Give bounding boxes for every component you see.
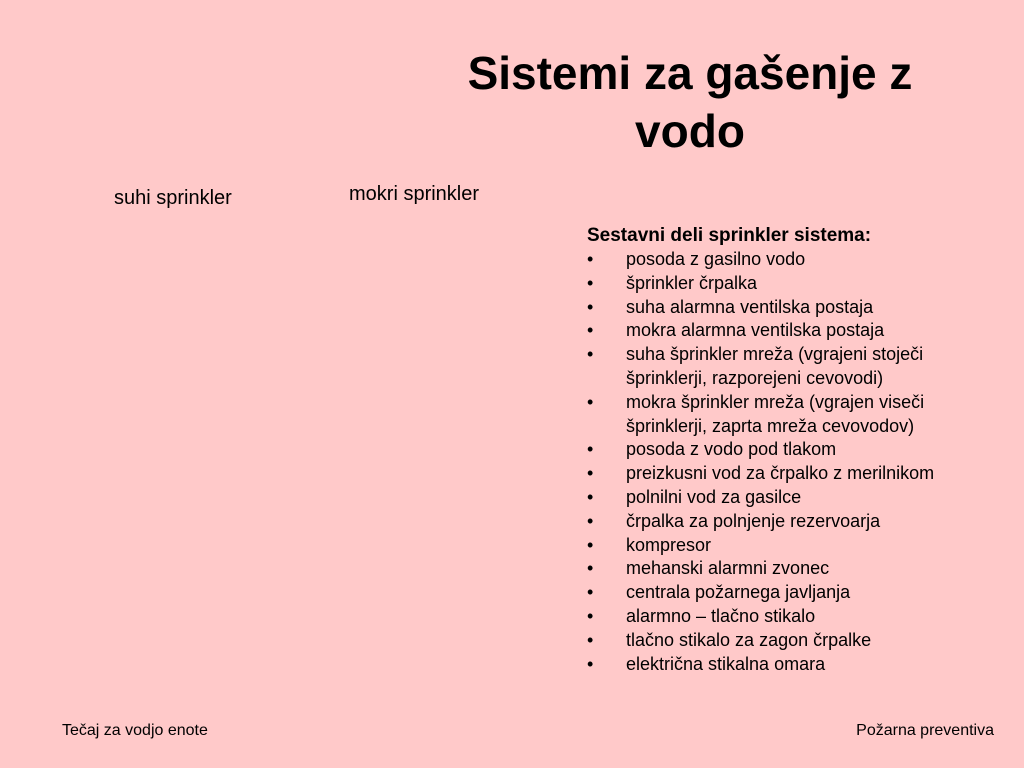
list-item-text: električna stikalna omara xyxy=(626,653,826,674)
list-item-text: centrala požarnega javljanja xyxy=(626,582,851,603)
list-item-text: polnilni vod za gasilce xyxy=(626,486,802,507)
list-item xyxy=(587,557,1007,581)
bullet-icon: • xyxy=(587,439,594,460)
components-heading: Sestavni deli sprinkler sistema: xyxy=(587,225,872,246)
bullet-icon: • xyxy=(587,320,594,341)
caption-dry-sprinkler: suhi sprinkler xyxy=(114,187,232,209)
bullet-icon: • xyxy=(587,344,594,365)
list-item-text: šprinkler črpalka xyxy=(626,272,758,293)
list-item xyxy=(587,462,1007,486)
components-panel xyxy=(587,224,1007,676)
list-item-text: tlačno stikalo za zagon črpalke xyxy=(626,629,872,650)
list-item-text: preizkusni vod za črpalko z merilnikom xyxy=(626,463,935,484)
bullet-icon: • xyxy=(587,463,594,484)
list-item xyxy=(587,438,1007,462)
footer-topic: Požarna preventiva xyxy=(856,722,994,739)
components-list xyxy=(587,248,1007,676)
list-item xyxy=(587,272,1007,296)
list-item xyxy=(587,510,1007,534)
list-item-text: posoda z gasilno vodo xyxy=(626,249,806,269)
list-item-text: kompresor xyxy=(626,534,712,555)
bullet-icon: • xyxy=(587,510,594,531)
list-item xyxy=(587,534,1007,558)
list-item-text: posoda z vodo pod tlakom xyxy=(626,439,837,460)
list-item xyxy=(587,605,1007,629)
list-item xyxy=(587,248,1007,272)
list-item xyxy=(587,391,1007,439)
caption-wet-sprinkler: mokri sprinkler xyxy=(349,183,480,205)
list-item-text: alarmno – tlačno stikalo xyxy=(626,605,816,626)
bullet-icon: • xyxy=(587,391,594,412)
bullet-icon: • xyxy=(587,605,594,626)
list-item xyxy=(587,629,1007,653)
list-item xyxy=(587,486,1007,510)
bullet-icon: • xyxy=(587,249,594,269)
list-item-text: črpalka za polnjenje rezervoarja xyxy=(626,510,881,531)
list-item xyxy=(587,343,1007,391)
bullet-icon: • xyxy=(587,272,594,293)
footer-course-name: Tečaj za vodjo enote xyxy=(62,722,208,739)
bullet-icon: • xyxy=(587,534,594,555)
bullet-icon: • xyxy=(587,629,594,650)
list-item-text: suha šprinkler mreža (vgrajeni stoječi šprinklerji, razporejeni cevovodi) xyxy=(626,344,924,388)
bullet-icon: • xyxy=(587,653,594,674)
bullet-icon: • xyxy=(587,558,594,579)
list-item xyxy=(587,581,1007,605)
list-item xyxy=(587,653,1007,677)
slide-title: Sistemi za gašenje z vodo xyxy=(467,47,913,157)
bullet-icon: • xyxy=(587,296,594,317)
bullet-icon: • xyxy=(587,486,594,507)
list-item-text: mokra šprinkler mreža (vgrajen viseči šprinklerji, zaprta mreža cevovodov) xyxy=(626,391,925,436)
bullet-icon: • xyxy=(587,582,594,603)
list-item xyxy=(587,319,1007,343)
list-item-text: suha alarmna ventilska postaja xyxy=(626,296,874,317)
list-item xyxy=(587,296,1007,320)
list-item-text: mokra alarmna ventilska postaja xyxy=(626,320,885,341)
list-item-text: mehanski alarmni zvonec xyxy=(626,558,830,579)
